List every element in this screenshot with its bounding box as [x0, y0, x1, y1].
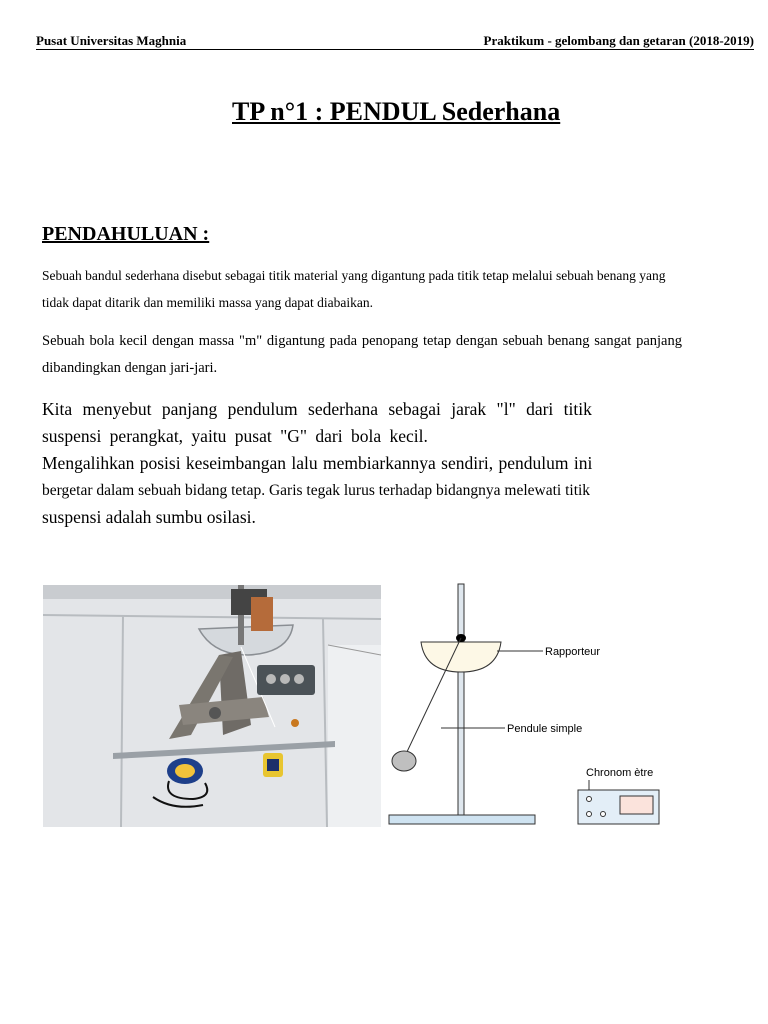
label-pendulum: Pendule simple — [507, 723, 583, 735]
protractor-shape — [421, 642, 501, 672]
paragraph-definition: Sebuah bandul sederhana disebut sebagai titik material yang digantung pada titik tetap melalui sebuah benang yang tidak dapat ditarik dan memiliki massa yang dapat diabaikan. — [42, 268, 666, 310]
pendulum-diagram — [385, 580, 685, 830]
paragraph-line: bergetar dalam sebuah bidang tetap. Garis tegak lurus terhadap bidangnya melewati titik — [42, 482, 591, 499]
label-protractor: Rapporteur — [545, 646, 601, 658]
pendulum-bob — [392, 751, 416, 771]
paragraph-line: suspensi adalah sumbu osilasi. — [42, 507, 256, 527]
paragraph-oscillation — [42, 396, 682, 531]
header-institution: Pusat Universitas Maghnia — [36, 33, 187, 48]
section-heading-introduction: PENDAHULUAN : — [42, 223, 210, 245]
paragraph-line: Mengalihkan posisi keseimbangan lalu membiarkannya sendiri, pendulum ini — [42, 453, 593, 473]
apparatus-photo — [43, 585, 381, 827]
page-title: TP n°1 : PENDUL Sederhana — [232, 97, 561, 126]
paragraph-line: Kita menyebut panjang pendulum sederhana sebagai jarak "l" dari titik — [42, 399, 592, 419]
paragraph-ball: Sebuah bola kecil dengan massa "m" digantung pada penopang tetap dengan sebuah benang sangat panjang dibandingkan dengan jari-jari. — [42, 333, 682, 376]
page-header — [36, 33, 754, 50]
header-course: Praktikum - gelombang dan getaran (2018-2019) — [483, 33, 754, 48]
label-chronometer: Chronom ètre — [586, 767, 654, 779]
paragraph-line: suspensi perangkat, yaitu pusat "G" dari bola kecil. — [42, 426, 428, 446]
